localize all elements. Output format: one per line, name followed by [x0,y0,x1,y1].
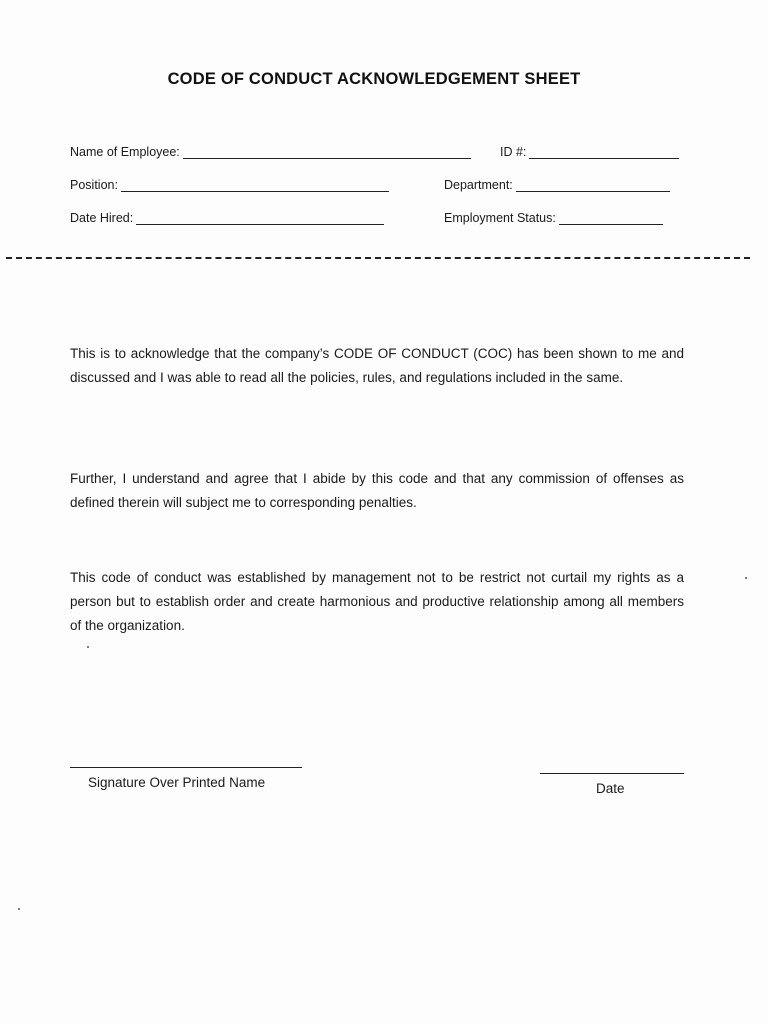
date-hired-blank[interactable] [136,213,384,225]
agreement-paragraph: Further, I understand and agree that I abide by this code and that any commission of offenses as defined therein will subject me to corresponding penalties. [70,471,684,510]
id-field [500,145,679,159]
department-label: Department: [444,178,513,192]
position-blank[interactable] [121,180,389,192]
acknowledgement-paragraph: This is to acknowledge that the company’s CODE OF CONDUCT (COC) has been shown to me and discussed and I was able to read all the policies, rules, and regulations included in the same. [70,346,684,385]
date-line[interactable] [540,773,684,774]
id-label: ID #: [500,145,527,159]
position-label: Position: [70,178,118,192]
signature-label: Signature Over Printed Name [88,775,266,790]
signature-line[interactable] [70,767,302,768]
scan-speck [18,908,20,910]
document-title: CODE OF CONDUCT ACKNOWLEDGEMENT SHEET [167,70,581,88]
name-of-employee-field [70,145,471,159]
date-hired-field [70,211,384,225]
purpose-paragraph: This code of conduct was established by management not to be restrict not curtail my rights as a person but to establish order and create harmonious and productive relationship among all members of the organization. [70,570,684,633]
id-blank[interactable] [529,147,679,159]
employment-status-label: Employment Status: [444,211,556,225]
cut-line-divider [6,257,750,259]
scan-speck [745,577,747,579]
name-of-employee-label: Name of Employee: [70,145,180,159]
scan-speck [87,646,89,648]
date-label: Date [596,781,625,796]
department-blank[interactable] [516,180,670,192]
name-of-employee-blank[interactable] [183,147,471,159]
date-hired-label: Date Hired: [70,211,134,225]
department-field [444,178,670,192]
position-field [70,178,389,192]
employment-status-blank[interactable] [559,213,663,225]
employment-status-field [444,211,663,225]
